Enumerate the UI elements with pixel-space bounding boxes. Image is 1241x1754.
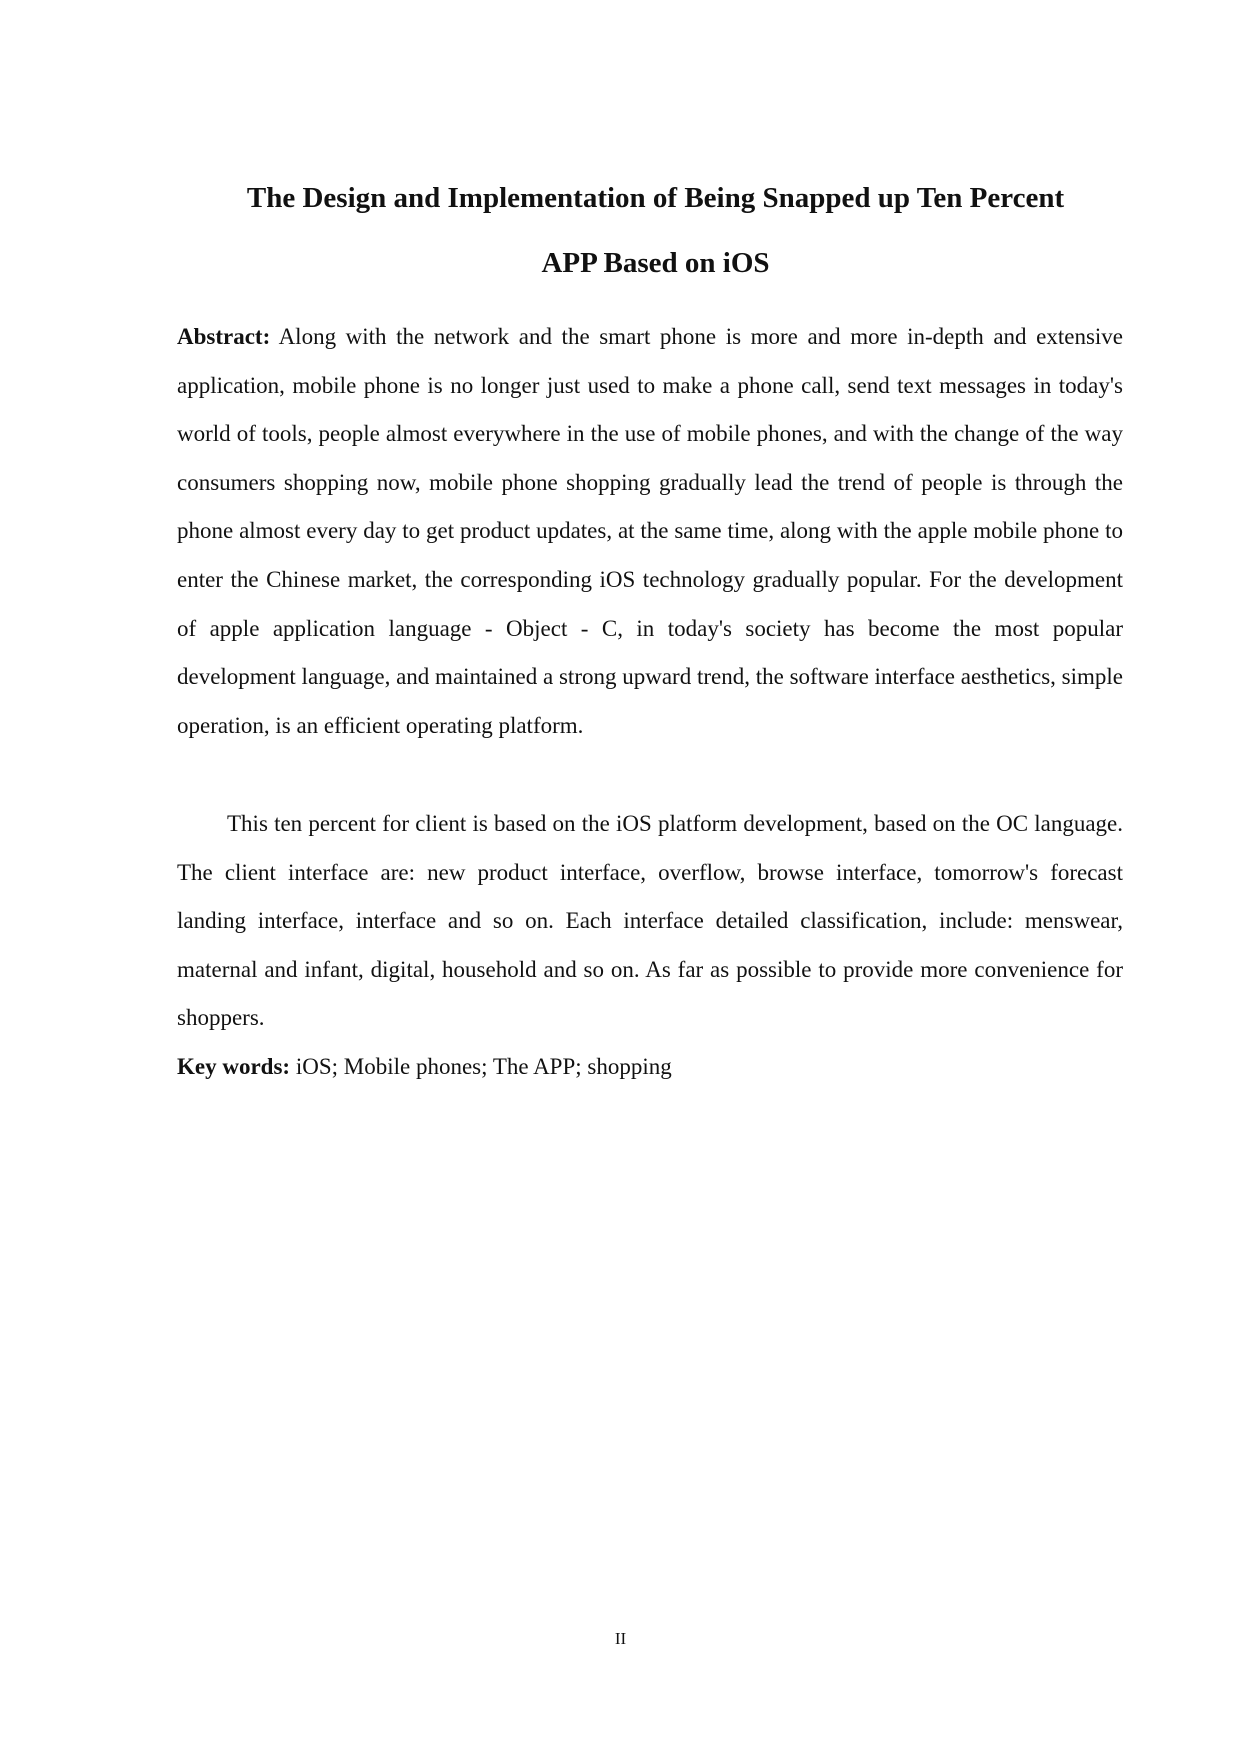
keywords-line <box>177 1043 1123 1092</box>
page-number: II <box>614 1629 627 1648</box>
keywords-label: Key words: <box>177 1054 291 1079</box>
abstract-text: Along with the network and the smart phone is more and more in-depth and extensive application, mobile phone is no longer just used to make a phone call, send text messages in today's world of tools, people almost everywhere in the use of mobile phones, and with the change of the way consumers shopping now, mobile phone shopping gradually lead the trend of people is through the phone almost every day to get product updates, at the same time, along with the apple mobile phone to enter the Chinese market, the corresponding iOS technology gradually popular. For the development of apple application language - Object - C, in today's society has become the most popular development language, and maintained a strong upward trend, the software interface aesthetics, simple operation, is an efficient operating platform. <box>177 324 1123 738</box>
abstract-paragraph <box>177 313 1123 750</box>
abstract-paragraph-2: This ten percent for client is based on the iOS platform development, based on the OC language. The client interface are: new product interface, overflow, browse interface, tomorrow's forecast landing interface, interface and so on. Each interface detailed classification, include: menswear, maternal and infant, digital, household and so on. As far as possible to provide more convenience for shoppers. <box>177 811 1123 1031</box>
document-title-line-1: The Design and Implementation of Being Snapped up Ten Percent <box>246 182 1065 214</box>
abstract-label: Abstract: <box>177 324 271 349</box>
document-title-line-2: APP Based on iOS <box>541 247 770 279</box>
keywords-text: iOS; Mobile phones; The APP; shopping <box>290 1054 672 1079</box>
